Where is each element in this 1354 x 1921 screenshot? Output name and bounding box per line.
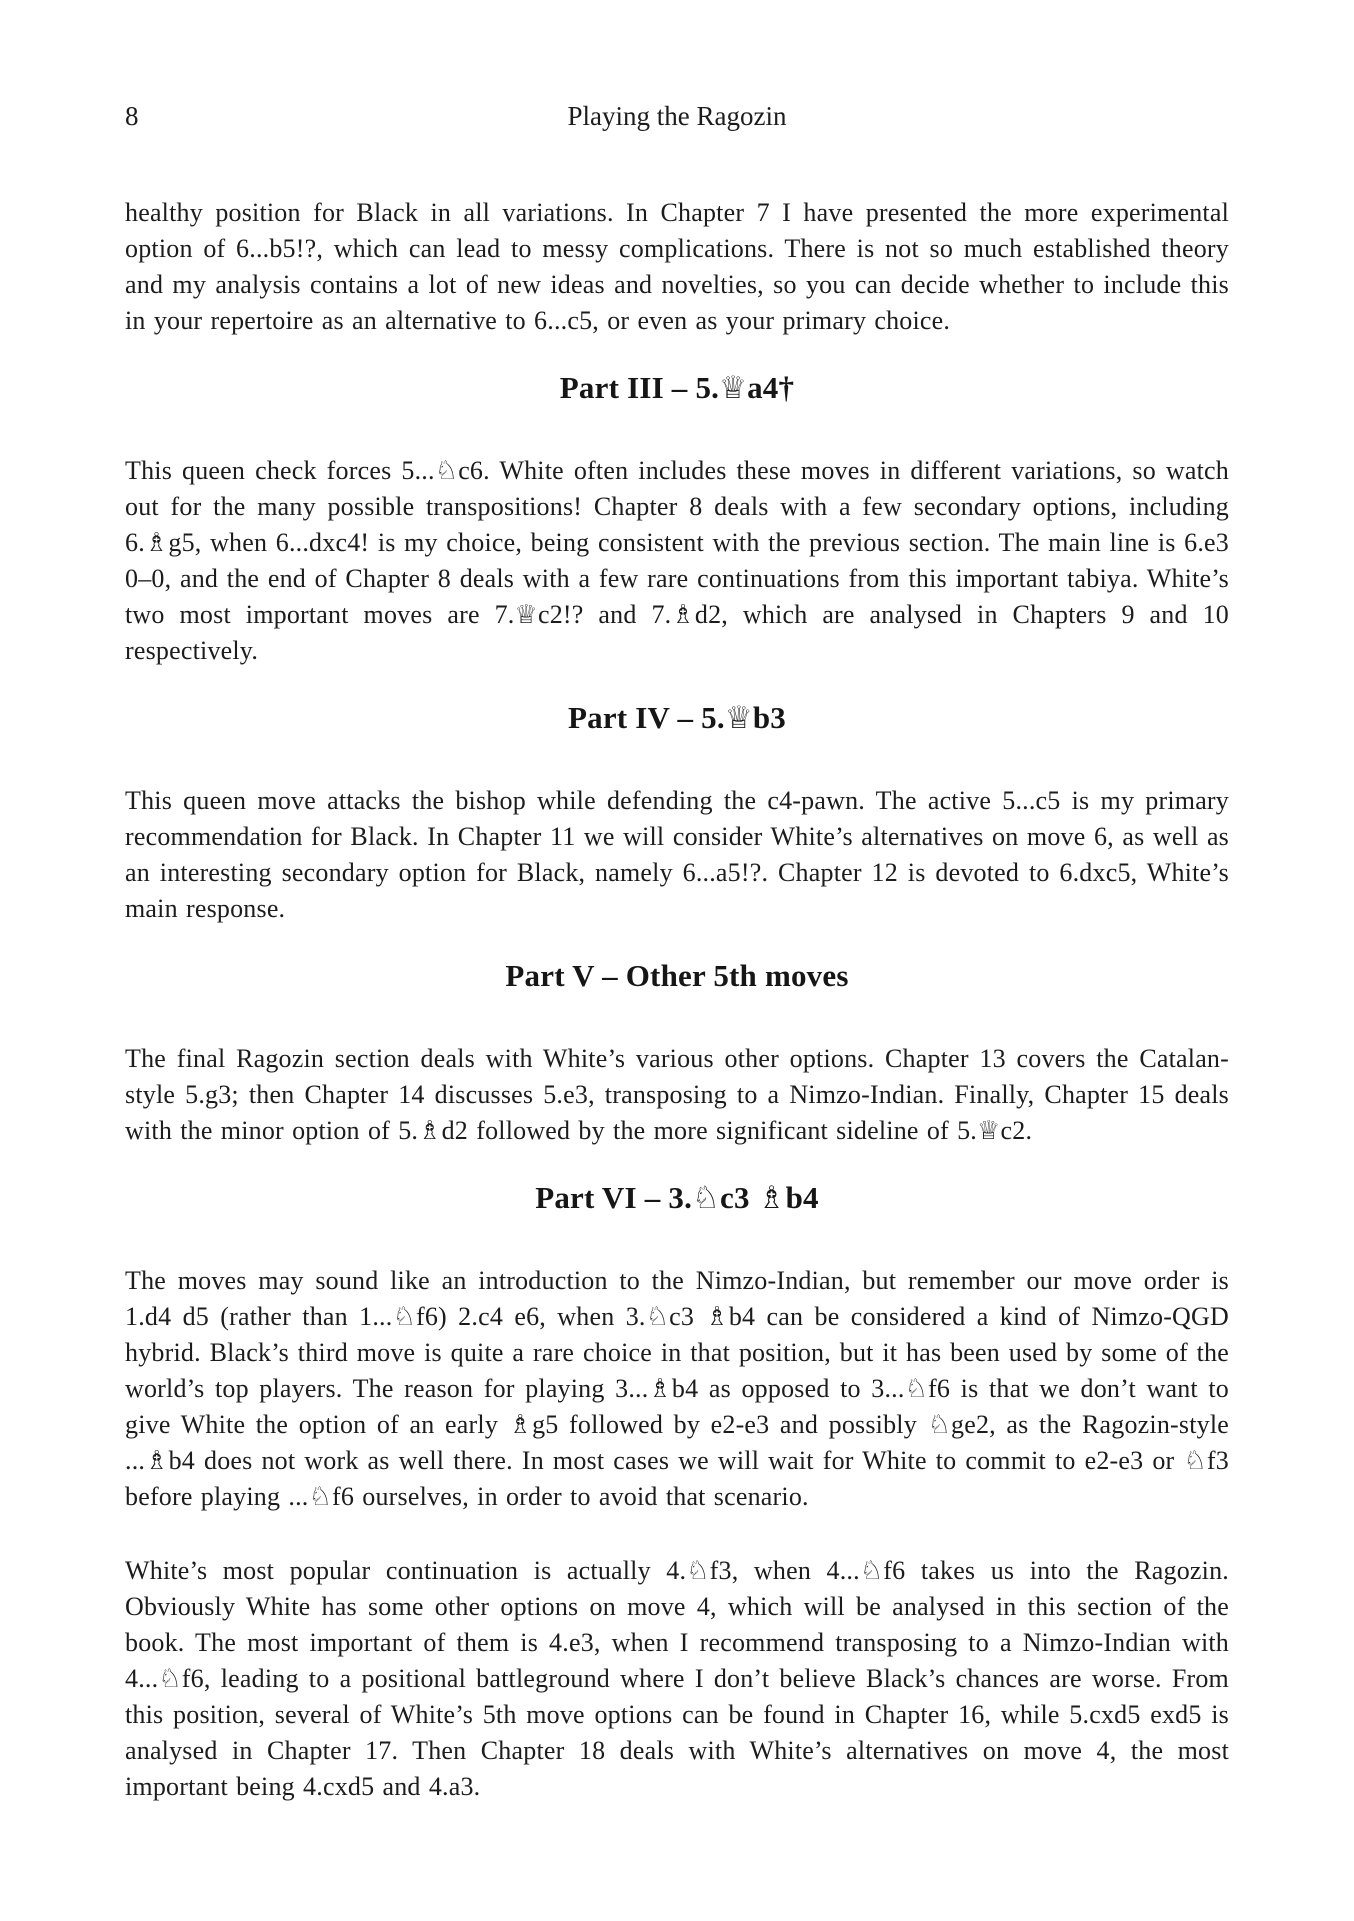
part-iv-paragraph: This queen move attacks the bishop while defending the c4-pawn. The active 5...c5 is my primary recommendation for Black. In Chapter 11 we will consider White’s alternatives on move 6, as well as an interesting secondary option for Black, namely 6...a5!?. Chapter 12 is devoted to 6.dxc5, White’s main response.: [125, 786, 1229, 923]
part-iii-paragraph: This queen check forces 5...♘c6. White often includes these moves in different variations, so watch out for the many possible transpositions! Chapter 8 deals with a few secondary options, including 6.♗g5, when 6...dxc4! is my choice, being consistent with the previous section. The main line is 6.e3 0–0, and the end of Chapter 8 deals with a few rare continuations from this important tabiya. White’s two most important moves are 7.♕c2!? and 7.♗d2, which are analysed in Chapters 9 and 10 respectively.: [125, 456, 1229, 665]
part-vi-heading: Part VI – 3.♘c3 ♗b4: [535, 1180, 819, 1215]
page-number: 8: [125, 101, 139, 131]
part-iv-heading: Part IV – 5.♕b3: [568, 700, 786, 735]
intro-paragraph: healthy position for Black in all variations. In Chapter 7 I have presented the more experimental option of 6...b5!?, which can lead to messy complications. There is not so much established theory and my analysis contains a lot of new ideas and novelties, so you can decide whether to include this in your repertoire as an alternative to 6...c5, or even as your primary choice.: [125, 198, 1229, 335]
part-v-paragraph: The final Ragozin section deals with White’s various other options. Chapter 13 covers the Catalan-style 5.g3; then Chapter 14 discusses 5.e3, transposing to a Nimzo-Indian. Finally, Chapter 15 deals with the minor option of 5.♗d2 followed by the more significant sideline of 5.♕c2.: [125, 1044, 1229, 1145]
running-title: Playing the Ragozin: [567, 101, 787, 131]
running-header: [125, 100, 1229, 132]
part-iii-heading: Part III – 5.♕a4†: [559, 370, 795, 405]
part-v-heading: Part V – Other 5th moves: [505, 958, 849, 993]
part-vi-paragraph-2: White’s most popular continuation is actually 4.♘f3, when 4...♘f6 takes us into the Ragozin. Obviously White has some other options on move 4, which will be analysed in this section of the book. The most important of them is 4.e3, when I recommend transposing to a Nimzo-Indian with 4...♘f6, leading to a positional battleground where I don’t believe Black’s chances are worse. From this position, several of White’s 5th move options can be found in Chapter 16, while 5.cxd5 exd5 is analysed in Chapter 17. Then Chapter 18 deals with White’s alternatives on move 4, the most important being 4.cxd5 and 4.a3.: [125, 1556, 1229, 1801]
part-vi-paragraph-1: The moves may sound like an introduction to the Nimzo-Indian, but remember our move order is 1.d4 d5 (rather than 1...♘f6) 2.c4 e6, when 3.♘c3 ♗b4 can be considered a kind of Nimzo-QGD hybrid. Black’s third move is quite a rare choice in that position, but it has been used by some of the world’s top players. The reason for playing 3...♗b4 as opposed to 3...♘f6 is that we don’t want to give White the option of an early ♗g5 followed by e2-e3 and possibly ♘ge2, as the Ragozin-style ...♗b4 does not work as well there. In most cases we will wait for White to commit to e2-e3 or ♘f3 before playing ...♘f6 ourselves, in order to avoid that scenario.: [125, 1266, 1229, 1511]
